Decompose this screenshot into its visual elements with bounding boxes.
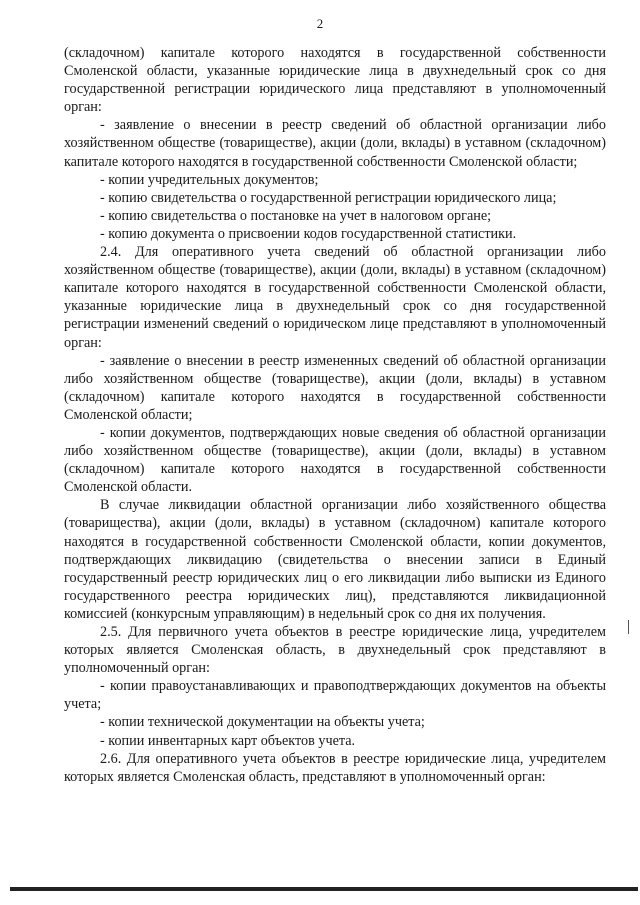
page-number: 2 <box>316 16 324 31</box>
clause-2-4: 2.4. Для оперативного учета сведений об областной организации либо хозяйственном обществе (товариществе), акции (доли, вклады) в уставном (складочном) капитале которого находятся в государственной собственности Смоленской области, указанные юридические лица в двухнедельный срок со дня государственной регистрации изменений сведений о юридическом лице представляют в уполномоченный орган: <box>64 244 606 351</box>
clause-2-6: 2.6. Для оперативного учета объектов в реестре юридические лица, учредителем которых является Смоленская область, представляют в уполномоченный орган: <box>64 750 606 785</box>
list-item-new-info-docs: - копии документов, подтверждающих новые сведения об областной организации либо хозяйственном обществе (товариществе), акции (доли, вклады) в уставном (складочном) капитале которого находятся в государственной собственности Смоленской области. <box>64 424 606 496</box>
list-item-statistics-codes: - копию документа о присвоении кодов государственной статистики. <box>100 225 517 242</box>
list-item-inventory-cards: - копии инвентарных карт объектов учета. <box>100 732 356 749</box>
list-item-founding-docs: - копии учредительных документов; <box>100 171 319 188</box>
list-item-application: - заявление о внесении в реестр сведений об областной организации либо хозяйственном обществе (товариществе), акции (доли, вклады) в уставном (складочном) капитале которого находятся в государственной собственности Смоленской области; <box>64 117 606 170</box>
list-item-technical-docs: - копии технической документации на объекты учета; <box>100 714 425 731</box>
scan-margin-mark <box>628 620 629 634</box>
document-body <box>64 44 606 786</box>
scan-bottom-edge <box>10 887 638 891</box>
list-item-registration-certificate: - копию свидетельства о государственной регистрации юридического лица; <box>100 189 557 206</box>
list-item-title-docs: - копии правоустанавливающих и правоподтверждающих документов на объекты учета; <box>64 678 606 713</box>
clause-2-5: 2.5. Для первичного учета объектов в реестре юридические лица, учредителем которых является Смоленская область, в двухнедельный срок представляют в уполномоченный орган: <box>64 624 606 677</box>
list-item-changed-info-application: - заявление о внесении в реестр измененных сведений об областной организации либо хозяйственном обществе (товариществе), акции (доли, вклады) в уставном (складочном) капитале которого находятся в государственной собственности Смоленской области; <box>64 352 606 423</box>
paragraph-liquidation: В случае ликвидации областной организации либо хозяйственного общества (товарищества), акции (доли, вклады) в уставном (складочном) капитале которого находятся в государственной собственности Смоленской области, копии документов, подтверждающих ликвидацию (свидетельства о внесении записи в Единый государственный реестр юридических лиц о его ликвидации либо выписки из Единого государственного реестра юридических лиц), представляются ликвидационной комиссией (конкурсным управляющим) в недельный срок со дня их получения. <box>64 497 606 622</box>
list-item-tax-certificate: - копию свидетельства о постановке на учет в налоговом органе; <box>100 207 492 224</box>
paragraph-continuation: (складочном) капитале которого находятся в государственной собственности Смоленской области, указанные юридические лица в двухнедельный срок со дня государственной регистрации юридического лица представляют в уполномоченный орган: <box>64 45 606 116</box>
